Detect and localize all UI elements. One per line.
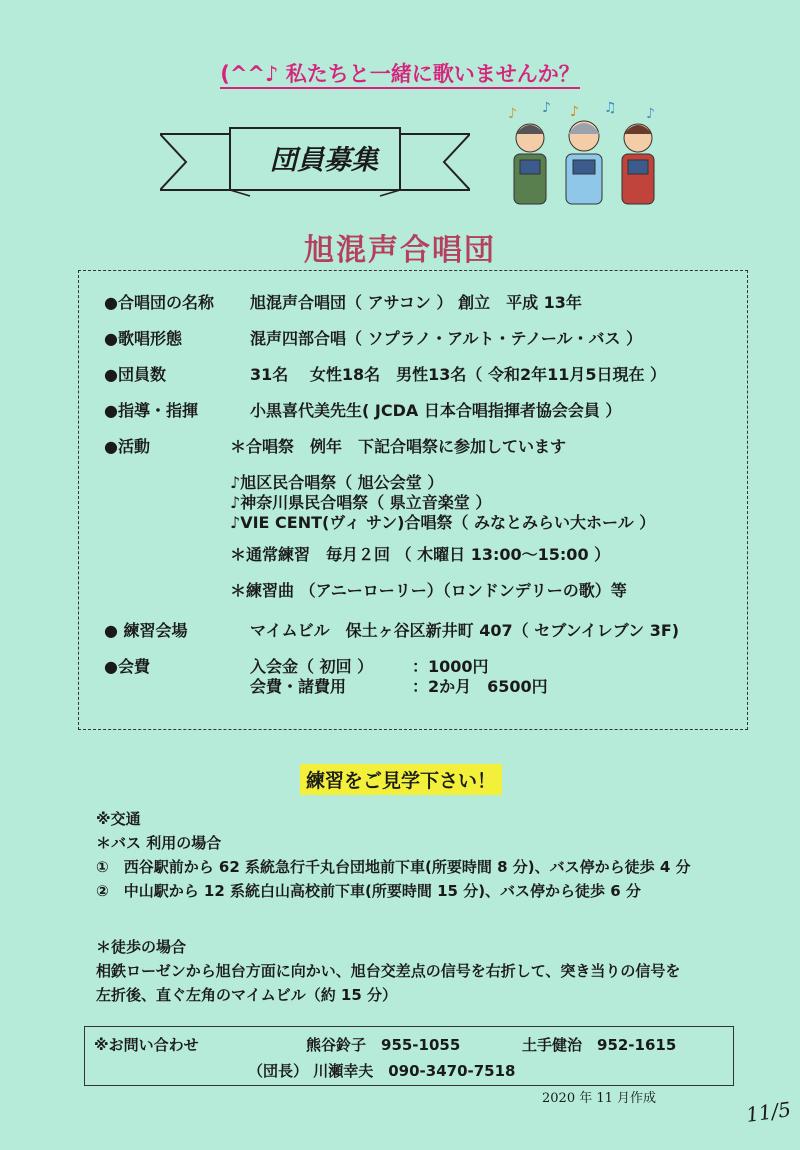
bus-title: ＊バス 利用の場合: [96, 834, 222, 852]
fee-item-name: 入会金（ 初回 ）: [250, 657, 374, 676]
contact-person: 土手健治 952-1615: [522, 1036, 677, 1054]
banner-title: 団員募集: [270, 145, 378, 176]
svg-text:♫: ♫: [604, 100, 617, 116]
info-row-fee: ●会費: [104, 657, 150, 676]
info-row-conductor: ●指導・指揮 小黒喜代美先生( JCDA 日本合唱指揮者協会会員 ）: [104, 401, 622, 420]
creation-date: 2020 年 11 月作成: [542, 1091, 657, 1106]
bus-route: ② 中山駅から 12 系統白山高校前下車(所要時間 15 分)、バス停から徒歩 6 分: [96, 882, 641, 900]
walk-line: 相鉄ローゼンから旭台方面に向かい、旭台交差点の信号を右折して、突き当りの信号を: [96, 962, 681, 980]
contact-label: ※お問い合わせ: [94, 1036, 199, 1054]
contact-person: 熊谷鈴子 955-1055: [306, 1036, 461, 1054]
festival-item: ♪VIE CENT(ヴィ サン)合唱祭（ みなとみらい大ホール ）: [230, 513, 656, 532]
svg-text:♪: ♪: [646, 106, 655, 122]
fee-item-name: 会費・諸費用: [250, 677, 347, 696]
info-row-name: ●合唱団の名称 旭混声合唱団（ アサコン ） 創立 平成 13年: [104, 293, 582, 312]
info-row-activity: ●活動 ＊合唱祭 例年 下記合唱祭に参加しています: [104, 437, 567, 456]
walk-title: ＊徒歩の場合: [96, 938, 187, 956]
svg-text:♪: ♪: [508, 106, 517, 122]
festival-item: ♪神奈川県民合唱祭（ 県立音楽堂 ）: [230, 493, 492, 512]
svg-text:♪: ♪: [542, 100, 551, 116]
bus-route: ① 西谷駅前から 62 系統急行千丸台団地前下車(所要時間 8 分)、バス停から徒歩 4 分: [96, 858, 691, 876]
practice-schedule: ＊通常練習 毎月２回 （ 木曜日 13:00～15:00 ）: [230, 545, 611, 564]
handwritten-note: 11/5: [744, 1096, 793, 1128]
walk-line: 左折後、直ぐ左角のマイムビル（約 15 分）: [96, 986, 398, 1004]
access-title: ※交通: [96, 810, 141, 828]
fee-item-amount: ：2か月 6500円: [412, 677, 548, 696]
contact-leader: （団長） 川瀬幸夫 090-3470-7518: [248, 1062, 516, 1080]
visit-invitation: 練習をご見学下さい！: [300, 764, 502, 795]
choir-name-title: 旭混声合唱団: [304, 233, 496, 268]
choir-singers-illustration: [500, 98, 670, 210]
fee-item-amount: ：1000円: [412, 657, 489, 676]
tagline: (^^♪ 私たちと一緒に歌いませんか？: [0, 58, 800, 88]
info-row-style: ●歌唱形態 混声四部合唱（ ソプラノ・アルト・テノール・バス ）: [104, 329, 643, 348]
info-row-venue: ● 練習会場 マイムビル 保土ヶ谷区新井町 407（ セブンイレブン 3F): [104, 621, 680, 640]
info-row-members: ●団員数 31名 女性18名 男性13名（ 令和2年11月5日現在 ）: [104, 365, 667, 384]
svg-text:♪: ♪: [570, 104, 579, 120]
practice-songs: ＊練習曲 （アニーローリー）（ロンドンデリーの歌）等: [230, 581, 627, 600]
festival-item: ♪旭区民合唱祭（ 旭公会堂 ）: [230, 473, 444, 492]
